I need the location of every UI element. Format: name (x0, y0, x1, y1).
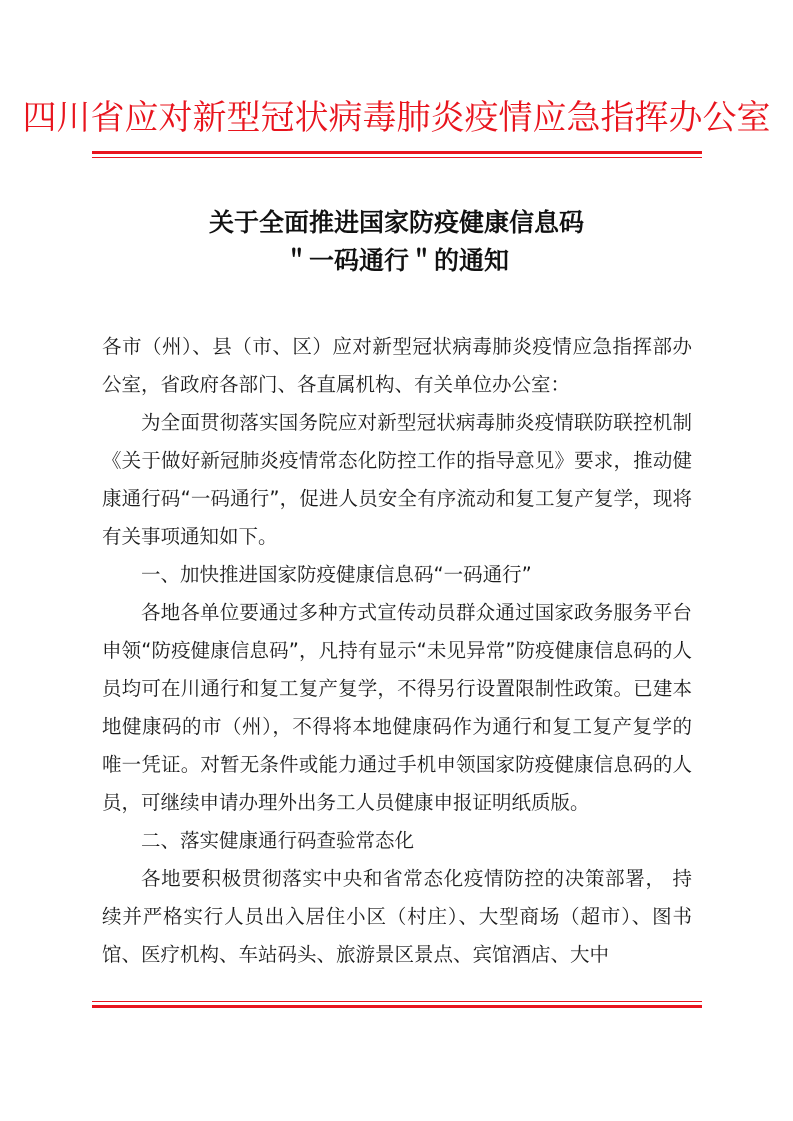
intro-paragraph: 为全面贯彻落实国务院应对新型冠状病毒肺炎疫情联防联控机制《关于做好新冠肺炎疫情常态化防控工作的指导意见》要求，推动健康通行码“一码通行”，促进人员安全有序流动和复工复产复学，现将有关事项通知如下。 (102, 411, 692, 548)
section-1-heading: 一、加快推进国家防疫健康信息码“一码通行” (141, 563, 532, 586)
document-title-line-2: ＂一码通行＂的通知 (283, 246, 509, 275)
masthead-rule-thin (92, 157, 702, 158)
masthead-rule-thick (92, 151, 702, 154)
document-title-line-1: 关于全面推进国家防疫健康信息码 (208, 208, 584, 237)
section-2-heading: 二、落实健康通行码查验常态化 (141, 829, 415, 852)
section-1-body: 各地各单位要通过多种方式宣传动员群众通过国家政务服务平台申领“防疫健康信息码”，凡持有显示“未见异常”防疫健康信息码的人员均可在川通行和复工复产复学，不得另行设置限制性政策。已建本地健康码的市（州），不得将本地健康码作为通行和复工复产复学的唯一凭证。对暂无条件或能力通过手机申领国家防疫健康信息码的人员，可继续申请办理外出务工人员健康申报证明纸质版。 (102, 601, 692, 814)
footer-rule-thin (92, 1001, 702, 1002)
masthead: 四川省应对新型冠状病毒肺炎疫情应急指挥办公室 (22, 98, 771, 138)
salutation: 各市（州）、县（市、区）应对新型冠状病毒肺炎疫情应急指挥部办公室，省政府各部门、各直属机构、有关单位办公室： (102, 335, 692, 396)
section-2-body: 各地要积极贯彻落实中央和省常态化疫情防控的决策部署， 持续并严格实行人员出入居住小区（村庄）、大型商场（超市）、图书馆、医疗机构、车站码头、旅游景区景点、宾馆酒店、大中 (102, 867, 692, 966)
document-body (102, 328, 692, 974)
footer-rule-thick (92, 1005, 702, 1008)
